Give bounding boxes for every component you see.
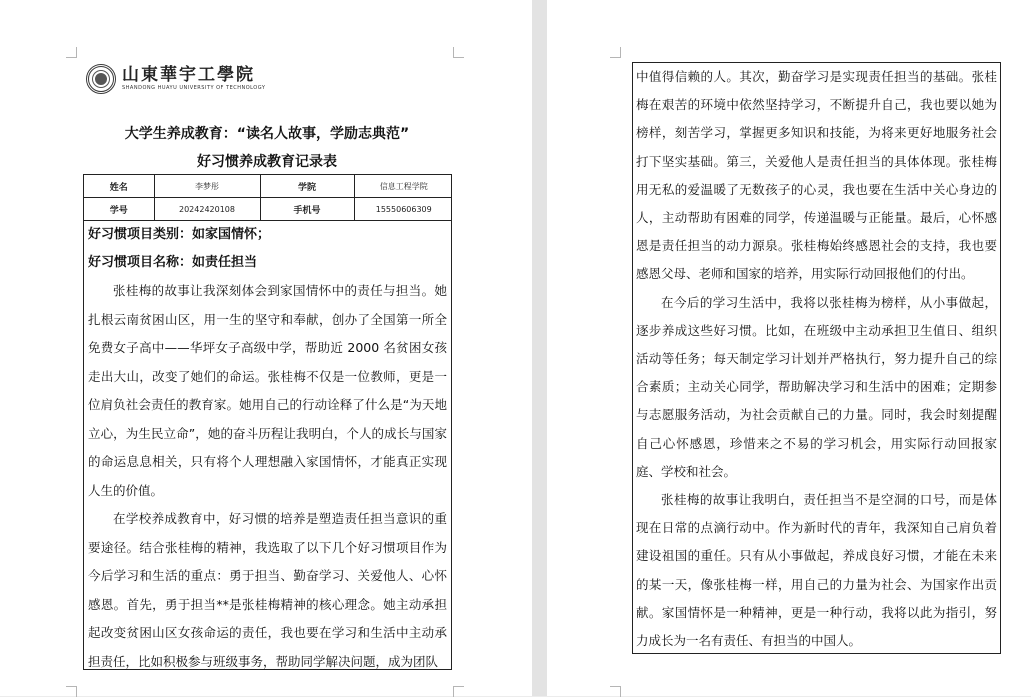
document-subtitle: 好习惯养成教育记录表 — [197, 154, 337, 170]
page-gap — [532, 0, 547, 696]
essay-paragraph: 在学校养成教育中，好习惯的培养是塑造责任担当意识的重要途径。结合张桂梅的精神，我选取了以下几个好习惯项目作为今后学习和生活的重点：勇于担当、勤奋学习、关爱他人、心怀感恩。首先，勇于担当**是张桂梅精神的核心理念。她主动承担起改变贫困山区女孩命运的责任，我也要在学习和生活中主动承担责任，比如积极参与班级事务，帮助同学解决问题，成为团队 — [88, 511, 447, 669]
student-id-value: 20242420108 — [154, 198, 260, 221]
essay-paragraph: 在今后的学习生活中，我将以张桂梅为榜样，从小事做起，逐步养成这些好习惯。比如，在班级中主动承担卫生值日、组织活动等任务；每天制定学习计划并严格执行，努力提升自己的综合素质；主动关心同学，帮助解决学习和生活中的困难；定期参与志愿服务活动，为社会贡献自己的力量。同时，我会时刻提醒自己心怀感恩，珍惜来之不易的学习机会，用实际行动回报家庭、学校和社会。 — [636, 294, 997, 479]
habit-category: 好习惯项目类别：如家国情怀； — [88, 227, 271, 242]
name-value: 李梦彤 — [154, 175, 260, 198]
margin-corner-mark — [610, 47, 621, 58]
record-form — [83, 174, 452, 670]
student-info-table — [84, 175, 452, 221]
margin-corner-mark — [66, 47, 77, 58]
table-row — [84, 198, 452, 221]
margin-corner-mark — [610, 686, 621, 697]
margin-corner-mark — [453, 686, 464, 697]
university-logo — [86, 64, 265, 94]
essay-paragraph: 张桂梅的故事让我深刻体会到家国情怀中的责任与担当。她扎根云南贫困山区，用一生的坚守和奉献，创办了全国第一所全免费女子高中——华坪女子高级中学，帮助近 2000 名贫困女孩走出大山，改变了她们的命运。张桂梅不仅是一位教师，更是一位肩负社会责任的教育家。她用自己的行动诠释了什么是“为天地立心，为生民立命”，她的奋斗历程让我明白，个人的成长与国家的命运息息相关，只有将个人理想融入家国情怀，才能真正实现人生的价值。 — [88, 283, 447, 498]
table-row — [84, 175, 452, 198]
logo-english-name: SHANDONG HUAYU UNIVERSITY OF TECHNOLOGY — [122, 85, 266, 91]
logo-chinese-name: 山東華宇工學院 — [122, 65, 255, 85]
student-id-label: 学号 — [84, 198, 154, 221]
document-title: 大学生养成教育：“读名人故事，学励志典范” — [124, 126, 410, 142]
essay-body-left — [84, 277, 451, 670]
college-label: 学院 — [260, 175, 354, 198]
college-value: 信息工程学院 — [354, 175, 452, 198]
essay-body-right — [633, 63, 1000, 654]
phone-label: 手机号 — [260, 198, 354, 221]
essay-paragraph: 中值得信赖的人。其次，勤奋学习是实现责任担当的基础。张桂梅在艰苦的环境中依然坚持学习，不断提升自己，我也要以她为榜样，刻苦学习，掌握更多知识和技能，为将来更好地服务社会打下坚实基础。第三，关爱他人是责任担当的具体体现。张桂梅用无私的爱温暖了无数孩子的心灵，我也要在生活中关心身边的人，主动帮助有困难的同学，传递温暖与正能量。最后，心怀感恩是责任担当的动力源泉。张桂梅始终感恩社会的支持，我也要感恩父母、老师和国家的培养，用实际行动回报他们的付出。 — [636, 69, 997, 282]
margin-corner-mark — [453, 47, 464, 58]
university-seal-icon — [86, 64, 116, 94]
record-form-continued — [632, 62, 1001, 654]
habit-name: 好习惯项目名称：如责任担当 — [88, 255, 258, 270]
margin-corner-mark — [66, 686, 77, 697]
name-label: 姓名 — [84, 175, 154, 198]
essay-paragraph: 张桂梅的故事让我明白，责任担当不是空洞的口号，而是体现在日常的点滴行动中。作为新时代的青年，我深知自己肩负着建设祖国的重任。只有从小事做起，养成良好习惯，才能在未来的某一天，像张桂梅一样，用自己的力量为社会、为国家作出贡献。家国情怀是一种精神，更是一种行动，我将以此为指引，努力成长为一名有责任、有担当的中国人。 — [636, 492, 997, 649]
phone-value: 15550606309 — [354, 198, 452, 221]
